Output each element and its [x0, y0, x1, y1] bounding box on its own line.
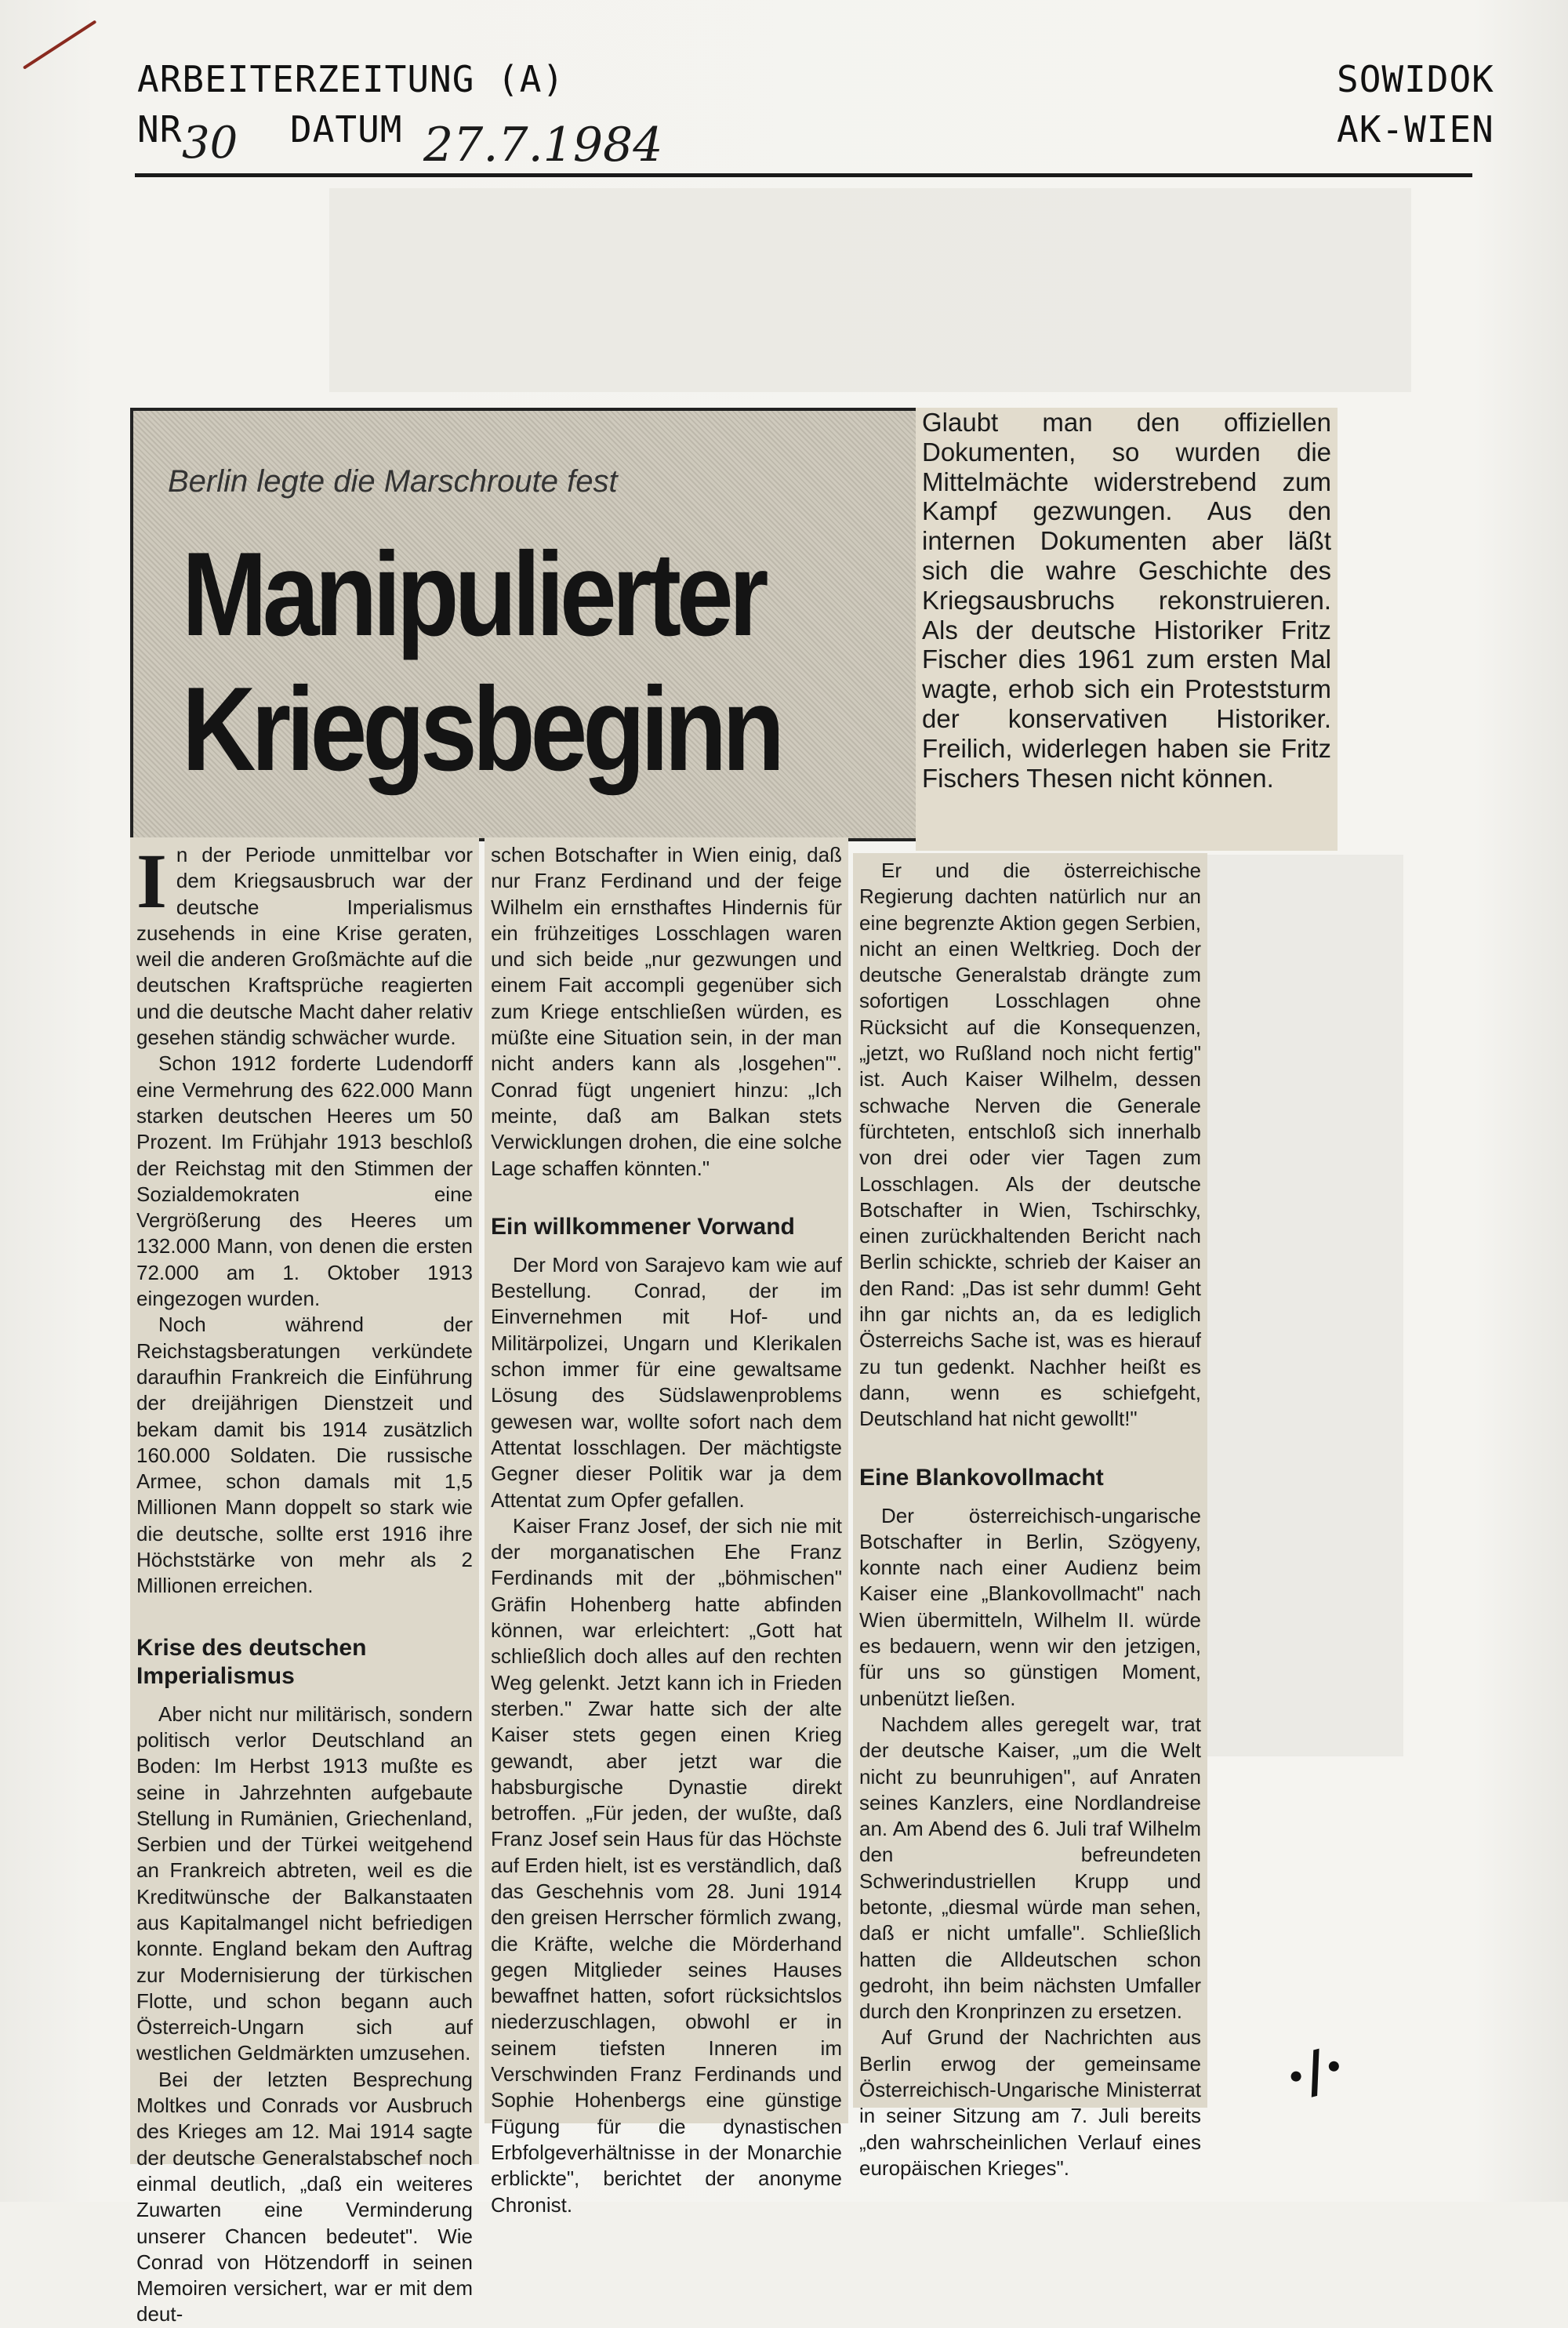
article-column-1 [130, 837, 479, 2326]
drop-cap: I [136, 837, 167, 924]
show-through-area [329, 188, 1411, 392]
kicker: Berlin legte die Marschroute fest [168, 464, 618, 499]
datum-value: 27.7.1984 [423, 118, 663, 173]
archive-location: AK-WIEN [1337, 108, 1494, 151]
paragraph: schen Botschafter in Wien einig, daß nur Franz Ferdinand und der feige Wilhelm ein ernsthaftes Hindernis für ein frühzeitiges Losschlagen waren und sich beide „nur gezwungen und einem Fait accompli gegenüber sich zum Kriege entschließen würden, es müßte eine Situation sein, in der man nicht anders kann als ‚losgehen'". Conrad fügt ungeniert hinzu: „Ich meinte, daß am Balkan stets Verwicklungen drohen, die eine solche Lage schaffen könnten." [491, 843, 842, 1180]
headline-line-1: Manipulierter [182, 528, 764, 661]
paragraph: n der Periode unmittelbar vor dem Kriegsausbruch war der deutsche Imperialismus zusehends in eine Krise geraten, weil die anderen Großmächte auf die deutschen Kraftsprüche reagierten und die deutsche Macht daher relativ gesehen ständig schwächer wurde. [136, 843, 473, 1050]
subheading: Eine Blankovollmacht [859, 1464, 1104, 1491]
archive-label: SOWIDOK [1337, 58, 1494, 100]
paragraph: Der Mord von Sarajevo kam wie auf Bestellung. Conrad, der im Einvernehmen mit Hof- und Militärpolizei, Ungarn und Klerikalen schon immer für eine gewaltsame Lösung des Südslawenproblems gewesen war, wollte sofort nach dem Attentat losschlagen. Der mächtigste Gegner dieser Politik war ja dem Attentat zum Opfer gefallen. [491, 1252, 842, 1512]
article-column-2 [485, 837, 848, 2217]
paragraph: Nachdem alles geregelt war, trat der deutsche Kaiser, „um die Welt nicht zu beunruhigen", auf Anraten seines Kanzlers, eine Nordlandreise an. Am Abend des 6. Juli traf Wilhelm den befreundeten Schwerindustriellen Krupp und betonte, „diesmal würde man sehen, daß er nicht umfalle". Schließlich hatten die Alldeutschen schon gedroht, ihn beim nächsten Umfaller durch den Kronprinzen zu ersetzen. [859, 1712, 1201, 2024]
nr-label: NR [137, 108, 183, 151]
headline-box [130, 408, 919, 841]
datum-label: DATUM [290, 108, 403, 151]
paragraph: Er und die österreichische Regierung dachten natürlich nur an eine begrenzte Aktion gegen Serbien, nicht an einen Weltkrieg. Doch der deutsche Generalstab drängte zum sofortigen Losschlagen ohne Rücksicht auf die Konsequenzen, „jetzt, wo Rußland noch nicht fertig" ist. Auch Kaiser Wilhelm, dessen schwache Nerven die Generale fürchteten, entschloß sich innerhalb von drei oder vier Tagen zum Losschlagen. Als der deutsche Botschafter in Wien, Tschirschky, einen zurückhaltenden Bericht nach Berlin schickte, schrieb der Kaiser an den Rand: „Das ist sehr dumm! Geht ihn gar nichts an, da es lediglich Österreichs Sache ist, was es hierauf zu tun gedenkt. Nachher heißt es dann, wenn es schiefgeht, Deutschland hat nicht gewollt!" [859, 859, 1201, 1431]
end-mark: ·/· [1278, 2032, 1352, 2111]
paragraph: Der österreichisch-ungarische Botschafter in Berlin, Szögyeny, konnte nach einer Audienz beim Kaiser eine „Blankovollmacht" nach Wien übermitteln, Wilhelm II. würde es bedauern, wenn wir den jetzigen, für uns so günstigen Moment, unbenützt ließen. [859, 1503, 1201, 1710]
paragraph: Schon 1912 forderte Ludendorff eine Vermehrung des 622.000 Mann starken deutschen Heeres um 50 Prozent. Im Frühjahr 1913 beschloß der Reichstag mit den Stimmen der Sozialdemokraten eine Vergrößerung des Heeres um 132.000 Mann, von denen die ersten 72.000 am 1. Oktober 1913 eingezogen wurden. [136, 1051, 473, 1311]
subheading: Krise des deutschen Imperialismus [136, 1634, 367, 1689]
paragraph: Bei der letzten Besprechung Moltkes und Conrads vor Ausbruch des Krieges am 12. Mai 1914 sagte der deutsche Generalstabschef noch einmal deutlich, „daß ein weiteres Zuwarten eine Verminderung unserer Chancen bedeutet". Wie Conrad von Hötzendorff in seinen Memoiren versichert, war er mit dem deut- [136, 2067, 473, 2326]
paragraph: Noch während der Reichstagsberatungen verkündete daraufhin Frankreich die Einführung der dreijährigen Dienstzeit und bekam damit bis 1914 zusätzlich 160.000 Soldaten. Die russische Armee, schon damals mit 1,5 Millionen Mann doppelt so stark wie die deutsche, sollte erst 1916 ihre Höchststärke von mehr als 2 Millionen erreichen. [136, 1313, 473, 1598]
publication-name: ARBEITERZEITUNG (A) [137, 58, 565, 100]
headline-line-2: Kriegsbeginn [182, 663, 781, 796]
show-through-area-right [1207, 855, 1403, 1756]
article-column-3 [853, 853, 1207, 2180]
paragraph: Kaiser Franz Josef, der sich nie mit der morganatischen Ehe Franz Ferdinands mit der „böhmischen" Gräfin Hohenberg hatte abfinden können, war erleichtert: „Gott hat schließlich doch alles auf den rechten Weg gelenkt. Jetzt kann ich in Frieden sterben." Zwar hatte sich der alte Kaiser stets gegen einen Krieg gewandt, aber jetzt war die habsburgische Dynastie direkt betroffen. „Für jeden, der wußte, daß Franz Josef sein Haus für das Höchste auf Erden hielt, ist es verständlich, daß das Geschehnis vom 28. Juni 1914 den greisen Herrscher förmlich zwang, die Kräfte, welche die Mörderhand gegen Mitglieder seines Hauses bewaffnet hatten, sofort rücksichtslos niederzuschlagen, obwohl er in seinem tiefsten Inneren im Verschwinden Franz Ferdinands und Sophie Hohenbergs eine günstige Fügung für die dynastischen Erbfolgeverhältnisse in der Monarchie erblickte", berichtet der anonyme Chronist. [491, 1513, 843, 2217]
paragraph: Aber nicht nur militärisch, sondern politisch verlor Deutschland an Boden: Im Herbst 1913 mußte es seine in Jahrzehnten aufgebaute Stellung in Rumänien, Griechenland, Serbien und der Türkei weitgehend an Frankreich abtreten, weil es die Kreditwünsche der Balkanstaaten aus Kapitalmangel nicht befriedigen konnte. England bekam den Auftrag zur Modernisierung der türkischen Flotte, und schon begann auch Österreich-Ungarn sich auf westlichen Geldmärkten umzusehen. [136, 1702, 473, 2065]
headline [182, 527, 789, 797]
nr-value: 30 [182, 118, 238, 169]
intro-paragraph: Glaubt man den offiziellen Dokumenten, so wurden die Mittelmächte widerstrebend zum Kampf gezwungen. Aus den internen Dokumenten aber läßt sich die wahre Geschichte des Kriegsausbruchs rekonstruieren. Als der deutsche Historiker Fritz Fischer dies 1961 zum ersten Mal wagte, erhob sich ein Proteststurm der konservativen Historiker. Freilich, widerlegen haben sie Fritz Fischers Thesen nicht können. [916, 408, 1338, 851]
pencil-stroke [23, 20, 96, 69]
paragraph: Auf Grund der Nachrichten aus Berlin erwog der gemeinsame Österreichisch-Ungarische Ministerrat in seiner Sitzung am 7. Juli bereits „den wahrscheinlichen Verlauf eines europäischen Krieges". [859, 2025, 1201, 2180]
subheading: Ein willkommener Vorwand [491, 1213, 795, 1240]
header-rule [135, 173, 1472, 177]
